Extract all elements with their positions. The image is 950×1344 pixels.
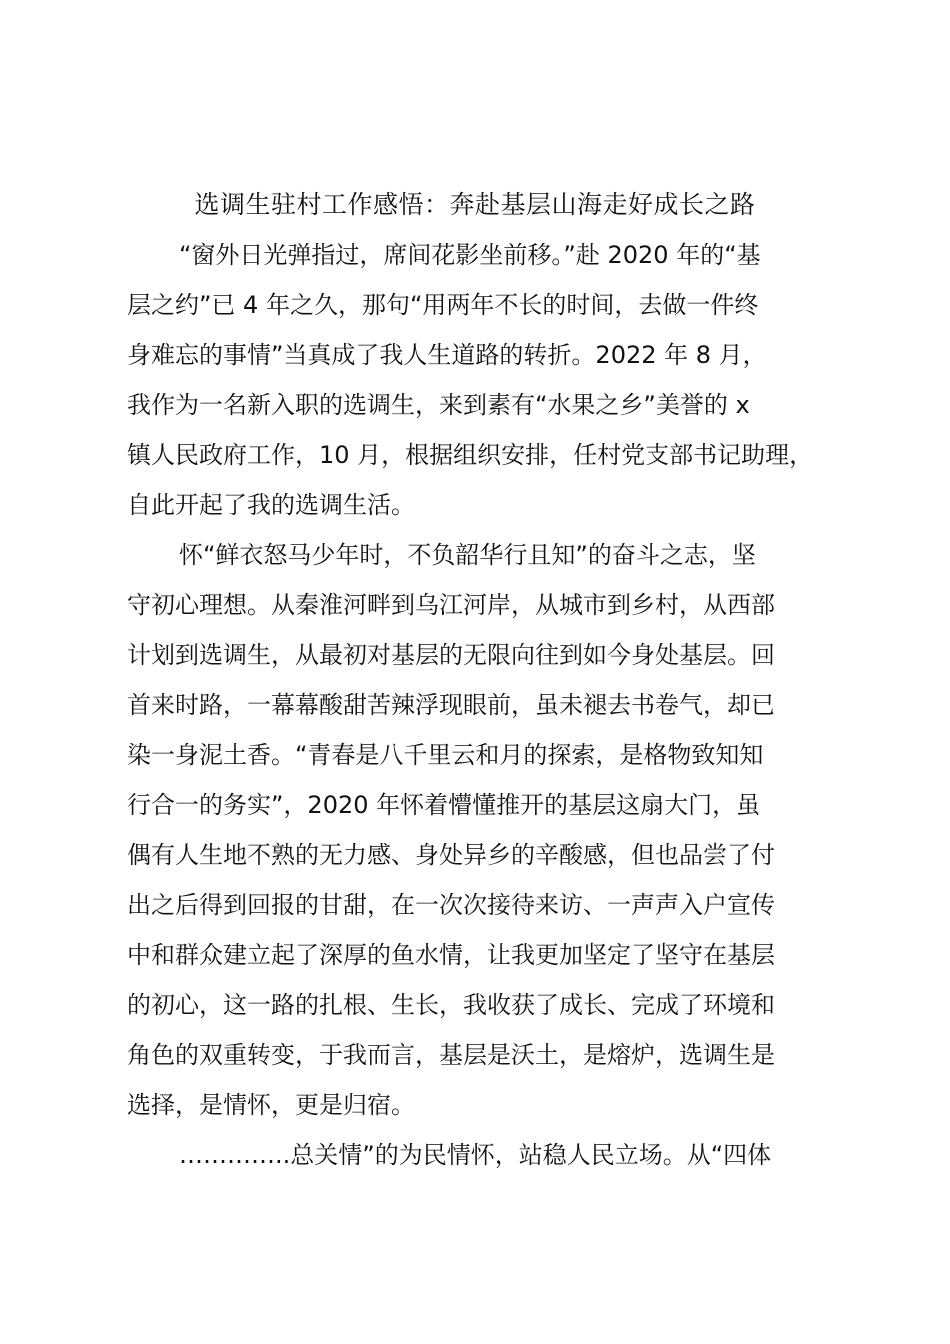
paragraph-line: 层之约”已 4 年之久，那句“用两年不长的时间，去做一件终 xyxy=(127,291,759,319)
paragraph-line: 选择，是情怀，更是归宿。 xyxy=(127,1091,415,1119)
paragraph-line: 出之后得到回报的甘甜，在一次次接待来访、一声声入户宣传 xyxy=(127,891,775,919)
paragraph-line: …………..总关情”的为民情怀，站稳人民立场。从“四体 xyxy=(179,1141,772,1169)
paragraph-line: 怀“鲜衣怒马少年时，不负韶华行且知”的奋斗之志，坚 xyxy=(179,541,756,569)
paragraph-line: 的初心，这一路的扎根、生长，我收获了成长、完成了环境和 xyxy=(127,991,775,1019)
paragraph-line: “窗外日光弹指过，席间花影坐前移。”赴 2020 年的“基 xyxy=(179,241,761,269)
paragraph-line: 镇人民政府工作，10 月，根据组织安排，任村党支部书记助理， xyxy=(127,441,814,469)
paragraph-line: 自此开起了我的选调生活。 xyxy=(127,491,415,519)
paragraph-line: 角色的双重转变，于我而言，基层是沃土，是熔炉，选调生是 xyxy=(127,1041,775,1069)
paragraph-line: 行合一的务实”，2020 年怀着懵懂推开的基层这扇大门，虽 xyxy=(127,791,761,819)
paragraph-line: 身难忘的事情”当真成了我人生道路的转折。2022 年 8 月， xyxy=(127,341,767,369)
paragraph-line: 染一身泥土香。“青春是八千里云和月的探索，是格物致知知 xyxy=(127,741,764,769)
paragraph-line: 偶有人生地不熟的无力感、身处异乡的辛酸感，但也品尝了付 xyxy=(127,841,775,869)
paragraph-line: 我作为一名新入职的选调生，来到素有“水果之乡”美誉的 x xyxy=(127,391,750,419)
paragraph-line: 计划到选调生，从最初对基层的无限向往到如今身处基层。回 xyxy=(127,641,775,669)
paragraph-line: 守初心理想。从秦淮河畔到乌江河岸，从城市到乡村，从西部 xyxy=(127,591,775,619)
document-title: 选调生驻村工作感悟：奔赴基层山海走好成长之路 xyxy=(194,190,756,219)
paragraph-line: 首来时路，一幕幕酸甜苦辣浮现眼前，虽未褪去书卷气，却已 xyxy=(127,691,775,719)
paragraph-line: 中和群众建立起了深厚的鱼水情，让我更加坚定了坚守在基层 xyxy=(127,941,775,969)
